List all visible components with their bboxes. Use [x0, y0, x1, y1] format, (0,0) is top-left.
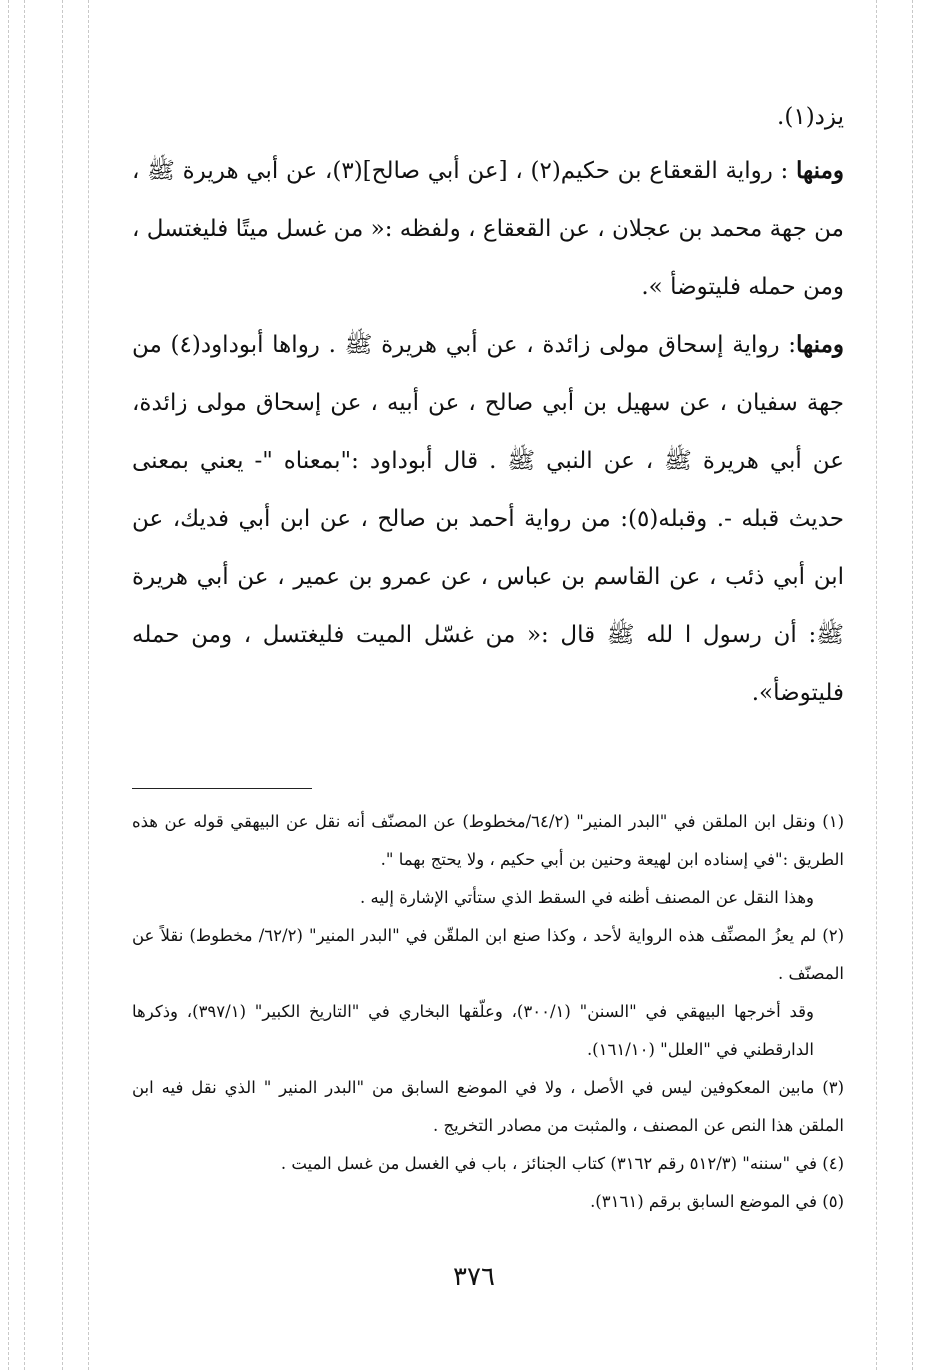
guide-line — [912, 0, 913, 1370]
guide-line — [88, 0, 89, 1370]
paragraph-body: : رواية القعقاع بن حكيم(٢) ، [عن أبي صالح](٣)، عن أبي هريرة ﷺ ، من جهة محمد بن عجلان ، عن القعقاع ، ولفظه :« من غسل ميتًا فليغتسل ، ومن حمله فليتوضأ ». — [132, 158, 845, 300]
guide-line — [62, 0, 63, 1370]
footnotes — [132, 803, 844, 1221]
footnote-2: (٢) لم يعزُ المصنِّف هذه الرواية لأحد ، وكذا صنع ابن الملقّن في "البدر المنير" (٦٢/٢/ مخطوط) نقلاً عن المصنّف . — [132, 926, 844, 983]
paragraph-body: : رواية إسحاق مولى زائدة ، عن أبي هريرة ﷺ . رواها أبوداود(٤) من جهة سفيان ، عن سهيل بن أبي صالح ، عن أبيه ، عن إسحاق مولى زائدة، عن أبي هريرة ﷺ ، عن النبي ﷺ . قال أبوداود :"بمعناه "- يعني بمعنى حديث قبله -. وقبله(٥): من رواية أحمد بن صالح ، عن ابن أبي فديك، عن ابن أبي ذئب ، عن القاسم بن عباس ، عن عمرو بن عمير ، عن أبي هريرة ﷺ: أن رسول ا لله ﷺ قال :« من غسّل الميت فليغتسل ، ومن حمله فليتوضأ». — [132, 332, 844, 706]
guide-line — [8, 0, 9, 1370]
paragraph-lead: ومنها — [796, 157, 844, 184]
footnote-4: (٤) في "سننه" (٥١٢/٣ رقم ٣١٦٢) كتاب الجنائز ، باب في الغسل من غسل الميت . — [280, 1154, 844, 1173]
main-text — [132, 92, 844, 722]
footnote-1-continued: وهذا النقل عن المصنف أظنه في السقط الذي ستأتي الإشارة إليه . — [360, 888, 814, 907]
footnote-3: (٣) مابين المعكوفين ليس في الأصل ، ولا في الموضع السابق من "البدر المنير " الذي نقل فيه ابن الملقن هذا النص عن المصنف ، والمثبت من مصادر التخريج . — [132, 1078, 844, 1135]
footnote-1: (١) ونقل ابن الملقن في "البدر المنير" (٦٤/٢/مخطوط) عن المصنّف أنه نقل عن البيهقي قوله عن هذه الطريق :"في إسناده ابن لهيعة وحنين بن أبي حكيم ، ولا يحتج بهما ". — [132, 812, 844, 869]
book-page — [132, 92, 844, 1221]
footnote-2-continued: وقد أخرجها البيهقي في "السنن" (٣٠٠/١)، وعلّقها البخاري في "التاريخ الكبير" (٣٩٧/١)، وذكرها الدارقطني في "العلل" (١٦١/١٠). — [132, 1002, 814, 1059]
paragraph-ishaq — [132, 316, 844, 722]
paragraph-lead: ومنها — [796, 331, 844, 358]
guide-line — [876, 0, 877, 1370]
page-number: ٣٧٦ — [453, 1262, 495, 1292]
footnote-separator — [132, 788, 312, 789]
paragraph-qaqaa — [132, 142, 844, 316]
footnote-5: (٥) في الموضع السابق برقم (٣١٦١). — [590, 1192, 844, 1211]
guide-line — [24, 0, 25, 1370]
paragraph-intro: يزد(١). — [777, 104, 844, 130]
